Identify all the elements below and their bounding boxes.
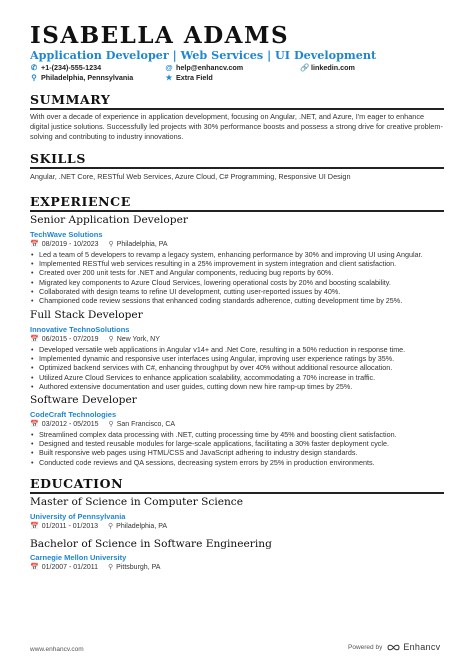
company-name: Innovative TechnoSolutions: [30, 325, 130, 334]
star-icon: ★: [165, 73, 173, 82]
calendar-icon: 📅: [30, 564, 39, 571]
location-pin-icon: ⚲: [108, 523, 114, 530]
bullet-item: • Led a team of 5 developers to revamp a legacy system, enhancing performance by 30% and improving UI using Angular.: [30, 250, 444, 259]
company-name: CodeCraft Technologies: [30, 410, 117, 419]
location-pin-icon: ⚲: [108, 336, 114, 343]
job-meta: [30, 240, 168, 248]
summary-heading: SUMMARY: [30, 92, 111, 107]
bullet-item: • Collaborated with design teams to refine UI development, cutting user-reported issues by 40%.: [30, 287, 444, 296]
bullet-item: • Developed versatile web applications in Angular v14+ and .Net Core, resulting in a 50% reduction in response time.: [30, 345, 444, 354]
bullet-item: • Implemented RESTful web services resulting in a 25% improvement in system integration and client satisfaction.: [30, 259, 444, 268]
bullet-item: • Built responsive web pages using HTML/CSS and JavaScript adhering to industry design standards.: [30, 448, 444, 457]
education-heading: EDUCATION: [30, 476, 124, 491]
job-dates: 08/2019 - 10/2023: [41, 240, 99, 248]
experience-heading: EXPERIENCE: [30, 194, 131, 209]
skills-divider: [30, 167, 444, 169]
headline: Application Developer | Web Services | UI Development: [30, 48, 377, 62]
email-text[interactable]: help@enhancv.com: [176, 63, 244, 72]
bullet-item: • Authored extensive documentation and user guides, cutting down new hire ramp-up times by 25%.: [30, 382, 444, 391]
footer-website[interactable]: www.enhancv.com: [30, 646, 84, 653]
calendar-icon: 📅: [30, 523, 39, 530]
school-name: University of Pennsylvania: [30, 512, 126, 521]
company-name: TechWave Solutions: [30, 230, 103, 239]
job-meta: [30, 335, 160, 343]
at-icon: @: [165, 63, 173, 72]
degree-title: Master of Science in Computer Science: [30, 496, 244, 508]
summary-divider: [30, 108, 444, 110]
job-bullets: [30, 250, 444, 305]
bullet-item: • Streamlined complex data processing with .NET, cutting processing time by 45% and boosting client satisfaction.: [30, 430, 444, 439]
contact-extra: [165, 73, 213, 82]
bullet-item: • Conducted code reviews and QA sessions, decreasing system errors by 25% in production environments.: [30, 458, 444, 467]
education-divider: [30, 492, 444, 494]
bullet-item: • Created over 200 unit tests for .NET and Angular components, reducing bug reports by 60%.: [30, 268, 444, 277]
education-location: Pittsburgh, PA: [116, 563, 161, 571]
enhancv-logo-text: Enhancv: [403, 642, 441, 652]
location-pin-icon: ⚲: [108, 241, 114, 248]
education-location: Philadelphia, PA: [116, 522, 168, 530]
linkedin-text[interactable]: linkedin.com: [311, 63, 355, 72]
skills-heading: SKILLS: [30, 151, 86, 166]
school-name: Carnegie Mellon University: [30, 553, 127, 562]
education-dates: 01/2011 - 01/2013: [41, 522, 99, 530]
job-meta: [30, 420, 175, 428]
contact-email[interactable]: [165, 63, 243, 72]
phone-icon: ✆: [30, 63, 38, 72]
job-title: Software Developer: [30, 394, 137, 406]
calendar-icon: 📅: [30, 241, 39, 248]
calendar-icon: 📅: [30, 421, 39, 428]
experience-divider: [30, 210, 444, 212]
job-location: New York, NY: [116, 335, 160, 343]
job-title: Full Stack Developer: [30, 309, 143, 321]
bullet-item: • Migrated key components to Azure Cloud Services, lowering operational costs by 20% and boosting scalability.: [30, 278, 444, 287]
job-location: San Francisco, CA: [116, 420, 176, 428]
contact-linkedin[interactable]: [300, 63, 355, 72]
location-text: Philadelphia, Pennsylvania: [41, 73, 134, 82]
location-pin-icon: ⚲: [108, 421, 114, 428]
education-meta: [30, 563, 160, 571]
job-dates: 06/2015 - 07/2019: [41, 335, 99, 343]
location-pin-icon: ⚲: [108, 564, 114, 571]
powered-by-label: Powered by: [348, 643, 383, 651]
contact-location: [30, 73, 133, 82]
enhancv-logo[interactable]: [387, 642, 440, 652]
education-meta: [30, 522, 167, 530]
candidate-name: ISABELLA ADAMS: [30, 22, 290, 49]
bullet-item: • Optimized backend services with C#, enhancing throughput by over 40% without additional resource allocation.: [30, 363, 444, 372]
job-location: Philadelphia, PA: [116, 240, 168, 248]
bullet-item: • Implemented dynamic and responsive user interfaces using Angular, improving user experience ratings by 35%.: [30, 354, 444, 363]
location-pin-icon: ⚲: [31, 73, 37, 82]
job-title: Senior Application Developer: [30, 214, 188, 226]
summary-text: With over a decade of experience in application development, focusing on Angular, .NET, and Azure, I'm eager to enhance digital justice solutions. Successfully led projects with 30% performance boosts and possess a strong drive for creative problem-solving and contributing to industry innovations.: [30, 112, 443, 141]
job-bullets: [30, 430, 444, 467]
link-icon: 🔗: [300, 63, 310, 72]
skills-text: Angular, .NET Core, RESTful Web Services, Azure Cloud, C# Programming, Responsive UI Design: [30, 172, 351, 181]
extra-text: Extra Field: [176, 73, 213, 82]
degree-title: Bachelor of Science in Software Engineering: [30, 538, 272, 550]
job-bullets: [30, 345, 444, 391]
calendar-icon: 📅: [30, 336, 39, 343]
contact-phone: [30, 63, 101, 72]
phone-text: +1-(234)-555-1234: [41, 63, 102, 72]
footer-branding: [348, 642, 440, 652]
bullet-item: • Designed and tested reusable modules for large-scale applications, facilitating a 30% faster deployment cycle.: [30, 439, 444, 448]
education-dates: 01/2007 - 01/2011: [41, 563, 99, 571]
enhancv-logo-icon: [387, 643, 400, 652]
bullet-item: • Utilized Azure Cloud Services to enhance application scalability, accommodating a 70% increase in traffic.: [30, 373, 444, 382]
job-dates: 03/2012 - 05/2015: [41, 420, 99, 428]
bullet-item: • Championed code review sessions that enhanced coding standards adherence, cutting development time by 25%.: [30, 296, 444, 305]
